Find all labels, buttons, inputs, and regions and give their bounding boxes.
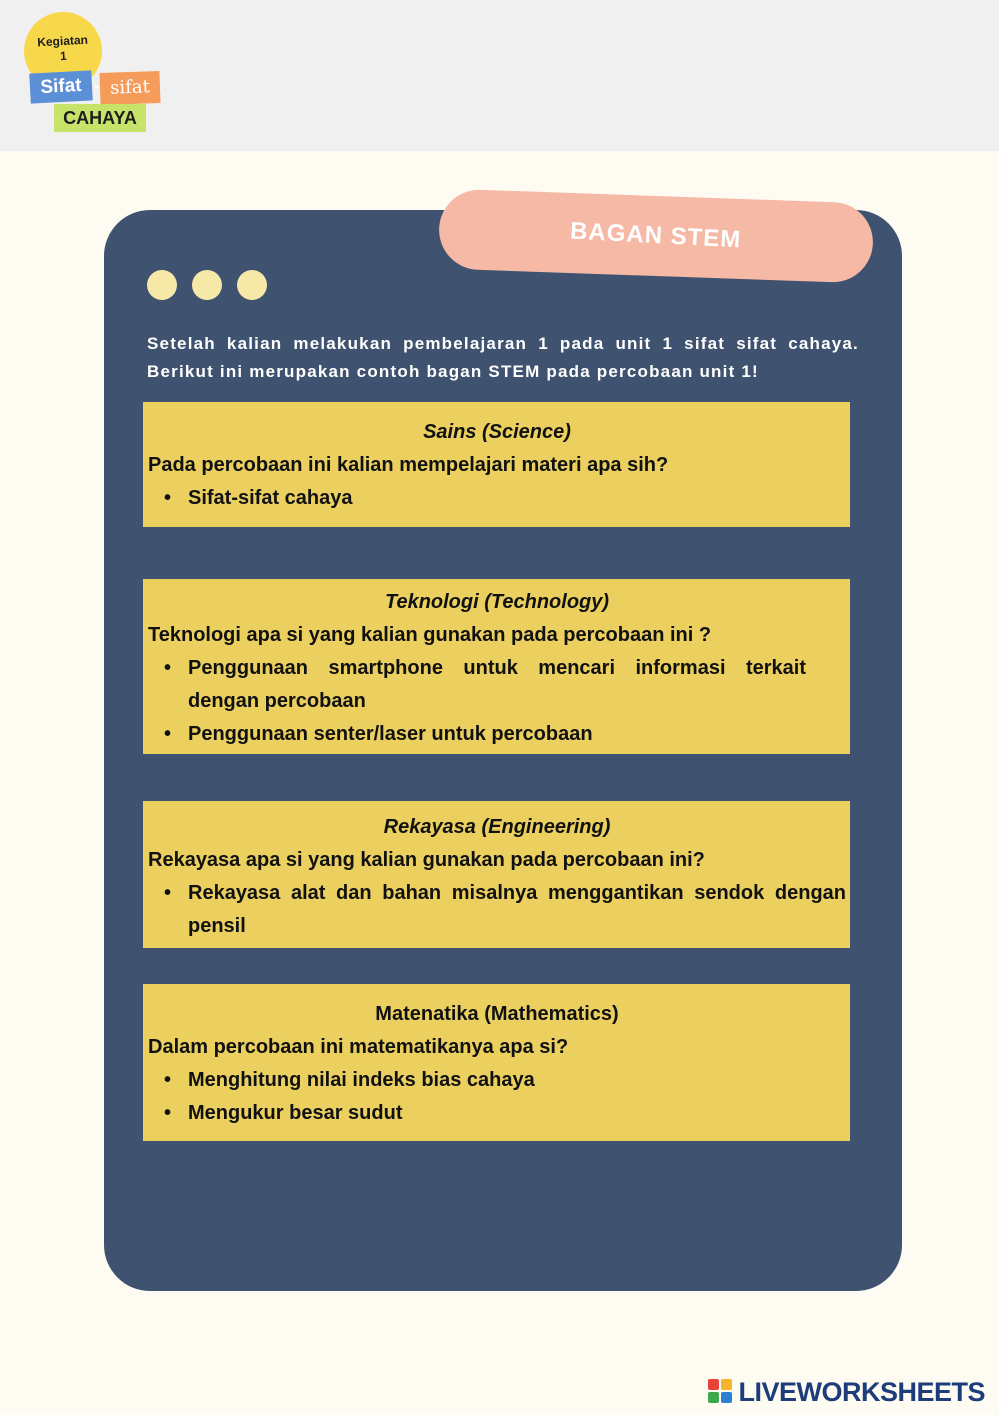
list-item bbox=[164, 877, 846, 943]
list-item bbox=[164, 1097, 846, 1130]
logo-kegiatan-number: 1 bbox=[59, 48, 68, 64]
list-item-text: Mengukur besar sudut bbox=[188, 1102, 403, 1124]
bullet-icon: • bbox=[164, 657, 172, 679]
section-title: Teknologi (Technology) bbox=[384, 591, 610, 613]
liveworksheets-icon bbox=[708, 1379, 734, 1405]
bullet-icon: • bbox=[164, 487, 172, 509]
section-question: Teknologi apa si yang kalian gunakan pada percobaan ini ? bbox=[148, 624, 712, 646]
logo-word-sifat-2: sifat bbox=[99, 71, 160, 105]
section-list bbox=[148, 1064, 846, 1130]
logo-dash: - bbox=[94, 78, 100, 95]
section-title: Rekayasa (Engineering) bbox=[383, 816, 611, 838]
card-title: BAGAN STEM bbox=[569, 217, 743, 254]
section-technology bbox=[143, 579, 850, 754]
section-mathematics bbox=[143, 984, 850, 1141]
list-item-text: Sifat-sifat cahaya bbox=[188, 487, 353, 509]
section-title: Sains (Science) bbox=[423, 421, 571, 443]
logo-word-sifat: Sifat bbox=[29, 70, 92, 103]
logo-kegiatan-label: Kegiatan bbox=[36, 32, 89, 50]
section-question: Dalam percobaan ini matematikanya apa si? bbox=[148, 1036, 569, 1058]
list-item-text: Penggunaan senter/laser untuk percobaan bbox=[188, 723, 593, 745]
list-item bbox=[164, 652, 846, 718]
bullet-icon: • bbox=[164, 1102, 172, 1124]
liveworksheets-brand: LIVEWORKSHEETS bbox=[738, 1376, 985, 1407]
window-dot-1 bbox=[147, 270, 177, 300]
intro-text: Setelah kalian melakukan pembelajaran 1 pada unit 1 sifat sifat cahaya. Berikut ini merupakan contoh bagan STEM pada percobaan unit 1! bbox=[147, 334, 859, 381]
liveworksheets-logo[interactable] bbox=[708, 1374, 985, 1410]
section-question: Rekayasa apa si yang kalian gunakan pada percobaan ini? bbox=[148, 849, 705, 871]
section-list bbox=[148, 652, 846, 751]
section-science bbox=[143, 402, 850, 527]
list-item bbox=[164, 1064, 846, 1097]
list-item bbox=[164, 482, 846, 515]
list-item-text: Menghitung nilai indeks bias cahaya bbox=[188, 1069, 535, 1091]
activity-logo bbox=[20, 10, 170, 135]
bullet-icon: • bbox=[164, 723, 172, 745]
list-item-text: Rekayasa alat dan bahan misalnya menggantikan sendok dengan pensil bbox=[188, 882, 846, 937]
list-item bbox=[164, 718, 846, 751]
bullet-icon: • bbox=[164, 1069, 172, 1091]
card-title-pill bbox=[438, 188, 875, 283]
section-question: Pada percobaan ini kalian mempelajari materi apa sih? bbox=[148, 454, 669, 476]
section-list bbox=[148, 482, 846, 515]
window-dot-2 bbox=[192, 270, 222, 300]
logo-word-cahaya: CAHAYA bbox=[54, 104, 146, 132]
section-title: Matenatika (Mathematics) bbox=[375, 1003, 619, 1025]
section-engineering bbox=[143, 801, 850, 948]
section-list bbox=[148, 877, 846, 943]
logo-kegiatan bbox=[23, 32, 102, 66]
bullet-icon: • bbox=[164, 882, 172, 904]
window-dot-3 bbox=[237, 270, 267, 300]
list-item-text: Penggunaan smartphone untuk mencari informasi terkait dengan percobaan bbox=[188, 657, 806, 712]
